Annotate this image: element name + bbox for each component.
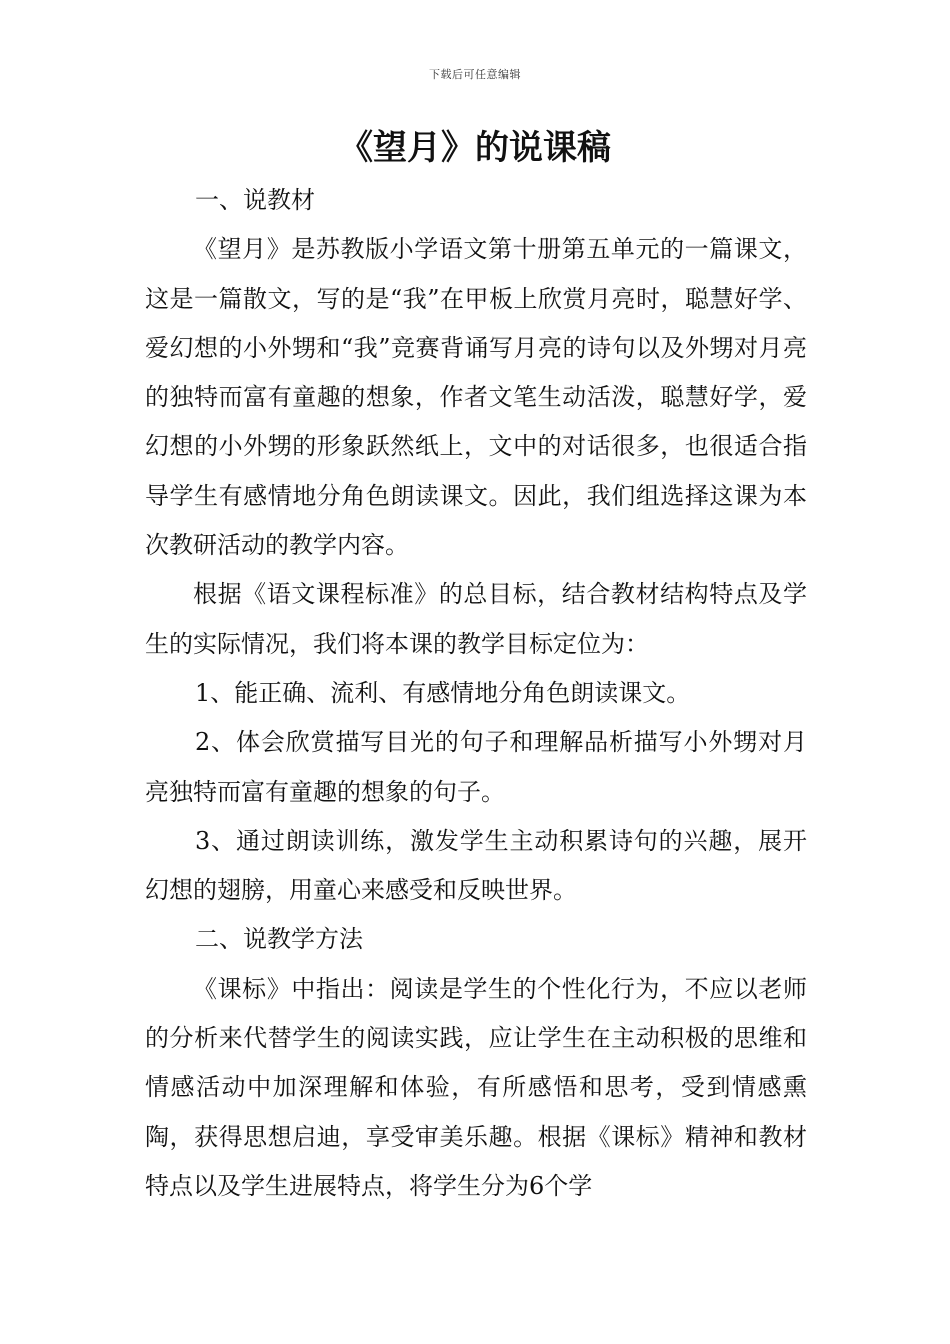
objective-item: 2、体会欣赏描写目光的句子和理解品析描写小外甥对月亮独特而富有童趣的想象的句子。 bbox=[145, 728, 807, 806]
paragraph: 《课标》中指出：阅读是学生的个性化行为，不应以老师的分析来代替学生的阅读实践，应让学生在主动积极的思维和情感活动中加深理解和体验，有所感悟和思考，受到情感熏陶，获得思想启迪，享受审美乐趣。根据《课标》精神和教材特点以及学生进展特点，将学生分为6个学 bbox=[145, 974, 807, 1200]
header-note: 下载后可任意编辑 bbox=[429, 68, 521, 81]
objective-item: 1、能正确、流利、有感情地分角色朗读课文。 bbox=[195, 678, 691, 707]
document-body bbox=[145, 176, 807, 1211]
paragraph: 根据《语文课程标准》的总目标，结合教材结构特点及学生的实际情况，我们将本课的教学目标定位为： bbox=[145, 580, 807, 658]
section-heading: 一、说教材 bbox=[195, 186, 315, 214]
objective-item: 3、通过朗读训练，激发学生主动积累诗句的兴趣，展开幻想的翅膀，用童心来感受和反映世界。 bbox=[145, 826, 807, 905]
paragraph: 《望月》是苏教版小学语文第十册第五单元的一篇课文，这是一篇散文，写的是“我”在甲板上欣赏月亮时，聪慧好学、爱幻想的小外甥和“我”竞赛背诵写月亮的诗句以及外甥对月亮的独特而富有童趣的想象，作者文笔生动活泼，聪慧好学，爱幻想的小外甥的形象跃然纸上，文中的对话很多，也很适合指导学生有感情地分角色朗读课文。因此，我们组选择这课为本次教研活动的教学内容。 bbox=[145, 235, 807, 560]
page-title: 《望月》的说课稿 bbox=[339, 128, 611, 168]
section-heading: 二、说教学方法 bbox=[195, 925, 363, 954]
